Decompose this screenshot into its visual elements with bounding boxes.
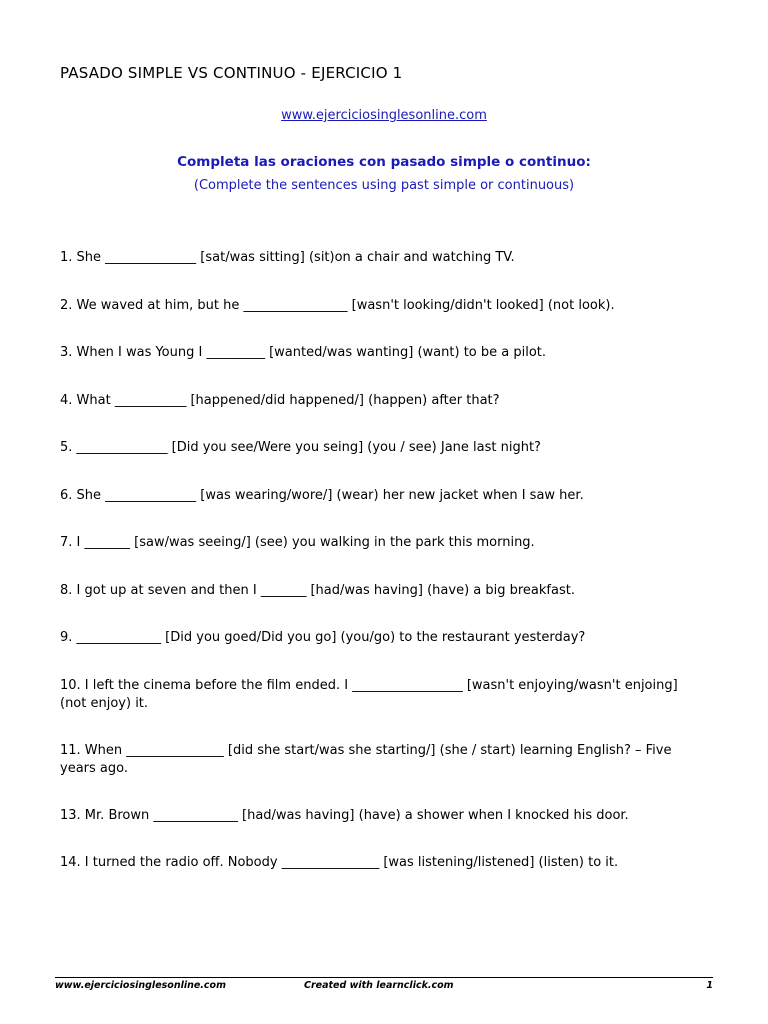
page-title: PASADO SIMPLE VS CONTINUO - EJERCICIO 1 bbox=[60, 64, 403, 82]
question-4: 4. What ___________ [happened/did happened/] (happen) after that? bbox=[60, 392, 500, 408]
question-7: 7. I _______ [saw/was seeing/] (see) you walking in the park this morning. bbox=[60, 535, 535, 550]
question-13: 13. Mr. Brown _____________ [had/was having] (have) a shower when I knocked his door. bbox=[60, 807, 629, 823]
website-link[interactable]: www.ejerciciosinglesonline.com bbox=[281, 108, 487, 123]
question-11: 11. When _______________ [did she start/was she starting/] (she / start) learning English? – Five years ago. bbox=[60, 742, 672, 776]
question-list bbox=[60, 249, 700, 902]
question-5: 5. ______________ [Did you see/Were you seing] (you / see) Jane last night? bbox=[60, 440, 541, 455]
question-14: 14. I turned the radio off. Nobody _______________ [was listening/listened] (listen) to it. bbox=[60, 855, 619, 870]
question-6: 6. She ______________ [was wearing/wore/] (wear) her new jacket when I saw her. bbox=[60, 487, 584, 503]
question-8: 8. I got up at seven and then I _______ [had/was having] (have) a big breakfast. bbox=[60, 582, 575, 598]
page-number: 1 bbox=[706, 980, 713, 991]
footer-divider bbox=[55, 977, 713, 978]
question-2: 2. We waved at him, but he ________________ [wasn't looking/didn't looked] (not look). bbox=[60, 297, 615, 313]
footer-website: www.ejerciciosinglesonline.com bbox=[55, 980, 226, 991]
instructions-spanish: Completa las oraciones con pasado simple o continuo: bbox=[177, 154, 591, 170]
footer-credit: Created with learnclick.com bbox=[304, 980, 454, 991]
instructions-english: (Complete the sentences using past simple or continuous) bbox=[193, 178, 575, 193]
question-3: 3. When I was Young I _________ [wanted/was wanting] (want) to be a pilot. bbox=[60, 345, 547, 360]
question-9: 9. _____________ [Did you goed/Did you go] (you/go) to the restaurant yesterday? bbox=[60, 630, 586, 645]
question-10: 10. I left the cinema before the film ended. I _________________ [wasn't enjoying/wasn't enjoing] (not enjoy) it. bbox=[60, 677, 678, 711]
question-1: 1. She ______________ [sat/was sitting] (sit)on a chair and watching TV. bbox=[60, 250, 515, 265]
